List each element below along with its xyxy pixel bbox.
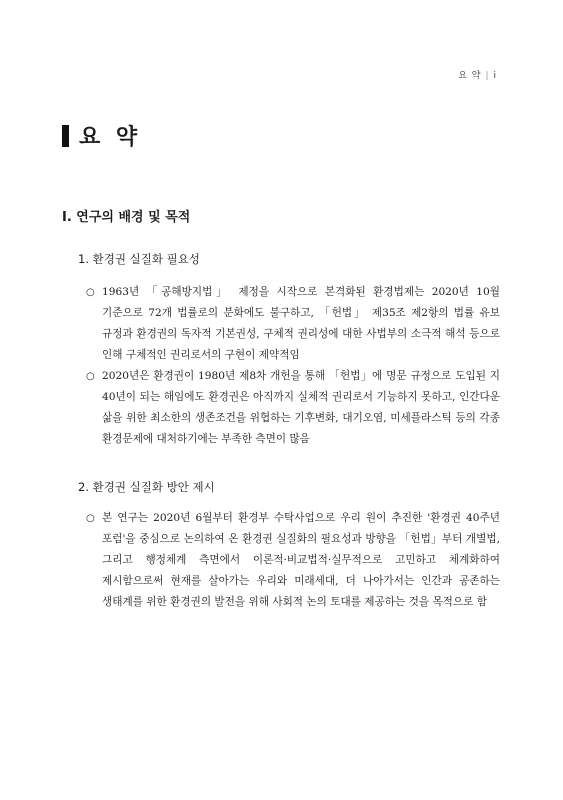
paragraph-text: 2020년은 환경권이 1980년 제8차 개헌을 통해 「헌법」에 명문 규정으로 도입된 지 40년이 되는 해임에도 환경권은 아직까지 실체적 권리로서 기능하지 못하고, 인간다운 삶을 위한 최소한의 생존조건을 위협하는 기후변화, 대기오염, 미세플라스틱 등의 각종 환경문제에 대처하기에는 부족한 측면이 많음 (102, 370, 500, 445)
paragraph-text: 본 연구는 2020년 6월부터 환경부 수탁사업으로 우리 원이 추진한 '환경권 40주년 포럼'을 중심으로 논의하여 온 환경권 실질화의 필요성과 방향을 「헌법」부터 개별법, 그리고 행정체계 측면에서 이론적·비교법적·실무적으로 고민하고 체계화하여 제시함으로써 현재를 살아가는 우리와 미래세대, 더 나아가서는 인간과 공존하는 생태계를 위한 환경권의 발전을 위해 사회적 논의 토대를 제공하는 것을 목적으로 함 (102, 512, 500, 608)
paragraph-text: 1963년 「공해방지법」 제정을 시작으로 본격화된 환경법제는 2020년 10월 기준으로 72개 법률로의 분화에도 불구하고, 「헌법」 제35조 제2항의 법률 유보 규정과 환경권의 독자적 기본권성, 구체적 권리성에 대한 사법부의 소극적 해석 등으로 인해 구체적인 권리로서의 구현이 제약적임 (102, 286, 500, 361)
hollow-circle-bullet-icon: ○ (86, 513, 95, 524)
list-item (86, 366, 500, 450)
running-header-page-number: i (493, 71, 497, 81)
bullet-list-2 (86, 508, 500, 613)
hollow-circle-bullet-icon: ○ (86, 371, 95, 382)
document-title (62, 120, 141, 151)
running-header-section: 요 약 (458, 71, 482, 81)
page-title: 요 약 (79, 125, 142, 150)
section-heading: Ⅰ. 연구의 배경 및 목적 (62, 210, 191, 225)
title-bar-marker (62, 125, 69, 147)
subsection-heading-2: 2. 환경권 실질화 방안 제시 (78, 480, 215, 494)
list-item (86, 508, 500, 613)
bullet-list-1 (86, 282, 500, 450)
running-header-separator: | (485, 71, 490, 81)
hollow-circle-bullet-icon: ○ (86, 287, 95, 298)
subsection-heading-1: 1. 환경권 실질화 필요성 (78, 252, 200, 266)
list-item (86, 282, 500, 366)
running-header (458, 68, 497, 81)
